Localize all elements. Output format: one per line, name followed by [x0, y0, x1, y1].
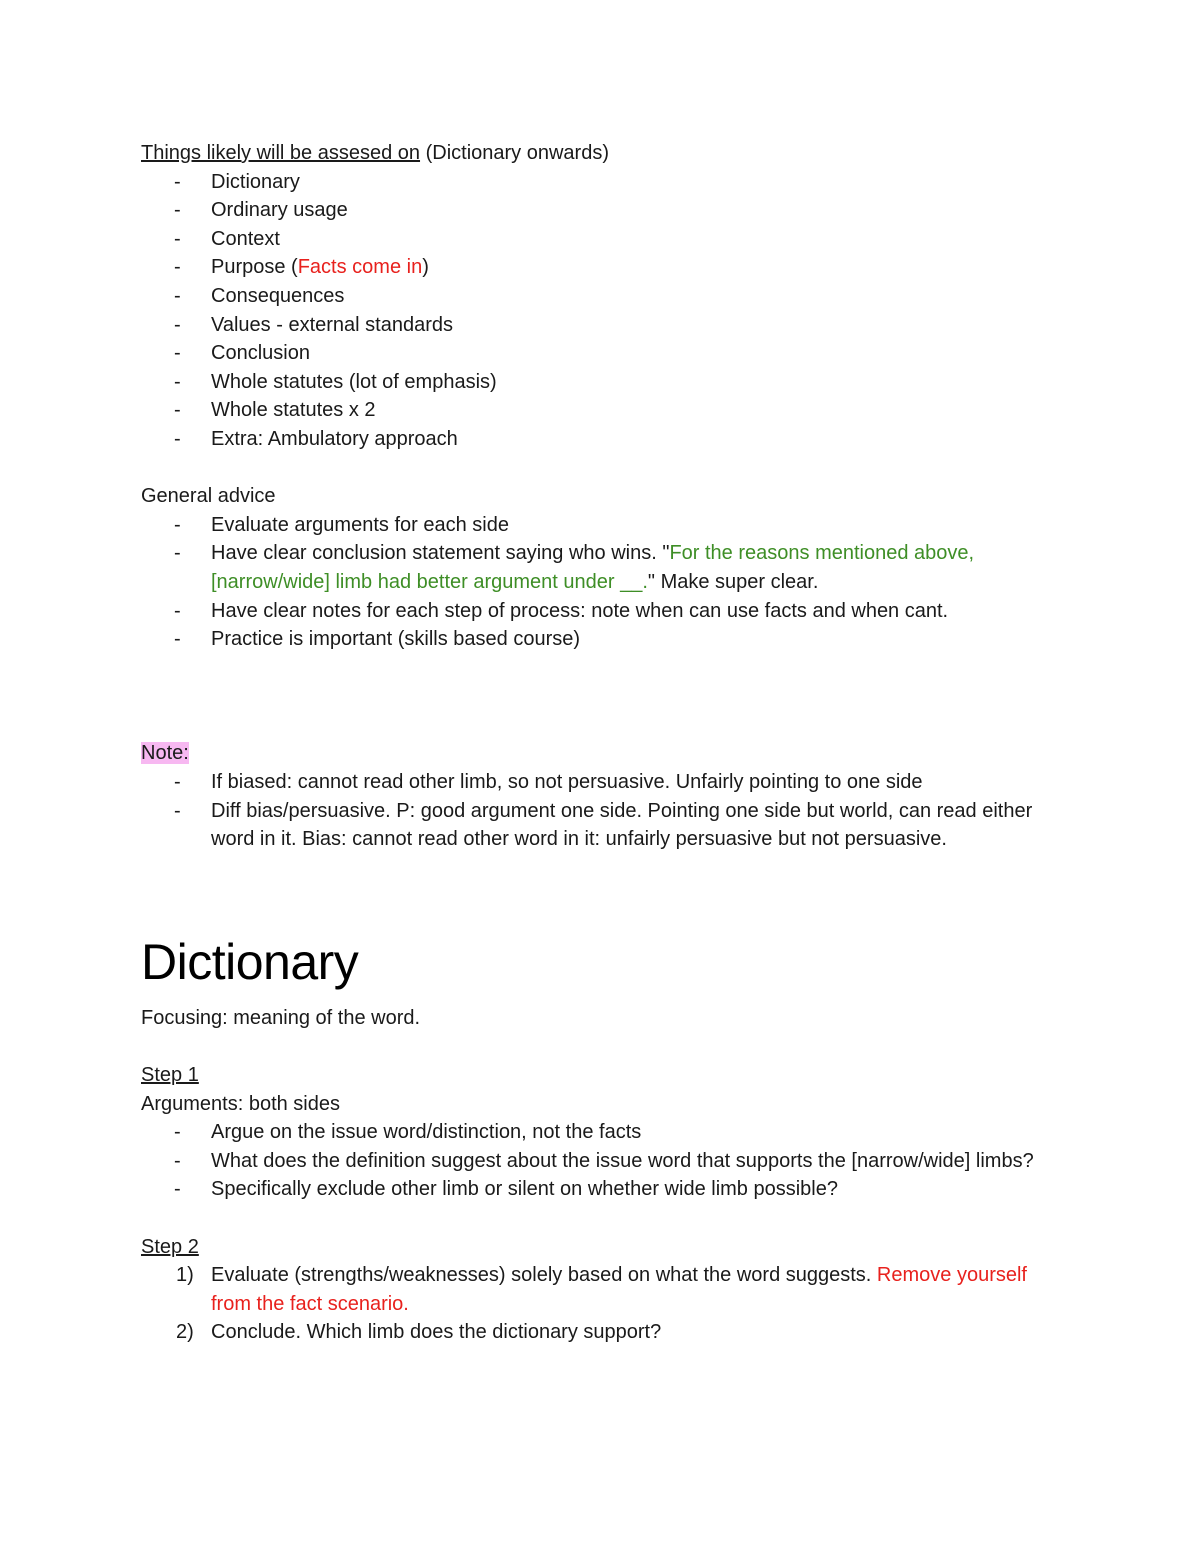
- list-item: 2) Conclude. Which limb does the dictionary support?: [176, 1321, 662, 1344]
- list-item: - Consequences: [174, 284, 345, 307]
- general-advice-list: [141, 511, 1061, 654]
- document-page: [141, 139, 1061, 1347]
- step1-subheading: Arguments: both sides: [141, 1092, 340, 1115]
- list-item: - Ordinary usage: [174, 199, 348, 222]
- list-item: - Have clear notes for each step of process: note when can use facts and when cant.: [174, 599, 949, 622]
- step2-list: [141, 1261, 1061, 1347]
- note-label-highlight: Note:: [141, 742, 189, 765]
- list-item: - Context: [174, 227, 280, 250]
- list-item: - Extra: Ambulatory approach: [174, 427, 458, 450]
- list-item: - Evaluate arguments for each side: [174, 513, 509, 536]
- list-item: - Purpose (Facts come in): [174, 256, 429, 279]
- list-item: - Diff bias/persuasive. P: good argument one side. Pointing one side but world, can read either word in it. Bias: cannot read other word in it: unfairly persuasive but not persuasive.: [174, 799, 1033, 851]
- step2-label: Step 2: [141, 1235, 199, 1258]
- list-item: - What does the definition suggest about the issue word that supports the [narrow/wide] limbs?: [174, 1149, 1034, 1172]
- list-item: - Dictionary: [174, 170, 300, 193]
- list-item: 1) Evaluate (strengths/weaknesses) solely based on what the word suggests. Remove yourself from the fact scenario.: [176, 1264, 1027, 1315]
- list-item: - Whole statutes x 2: [174, 399, 376, 422]
- note-list: [141, 768, 1061, 854]
- dictionary-title: Dictionary: [141, 933, 359, 990]
- facts-come-in-note: Facts come in: [297, 256, 423, 279]
- general-advice-heading: General advice: [141, 485, 276, 508]
- assessment-heading: [141, 139, 1061, 168]
- conclusion-template-quote: For the reasons mentioned above, [narrow/wide] limb had better argument under __.: [211, 542, 975, 593]
- assessment-heading-rest: (Dictionary onwards): [420, 142, 609, 164]
- assessment-heading-underlined: Things likely will be assesed on: [141, 142, 421, 164]
- assessment-list: [141, 168, 1061, 454]
- dictionary-focus: Focusing: meaning of the word.: [141, 1006, 421, 1029]
- remove-yourself-note: Remove yourself from the fact scenario.: [211, 1264, 1027, 1315]
- list-item: - Specifically exclude other limb or silent on whether wide limb possible?: [174, 1178, 838, 1201]
- list-item: - Practice is important (skills based course): [174, 628, 581, 651]
- list-item: - Argue on the issue word/distinction, not the facts: [174, 1121, 642, 1144]
- list-item: - Whole statutes (lot of emphasis): [174, 370, 497, 393]
- step1-list: [141, 1118, 1061, 1204]
- list-item: - Values - external standards: [174, 313, 453, 336]
- note-heading: [141, 739, 1061, 768]
- list-item: - Have clear conclusion statement saying who wins. "For the reasons mentioned above, [narrow/wide] limb had better argument under __." Make super clear.: [174, 542, 975, 593]
- list-item: - Conclusion: [174, 342, 310, 365]
- list-item: - If biased: cannot read other limb, so not persuasive. Unfairly pointing to one side: [174, 771, 923, 794]
- step1-label: Step 1: [141, 1064, 199, 1087]
